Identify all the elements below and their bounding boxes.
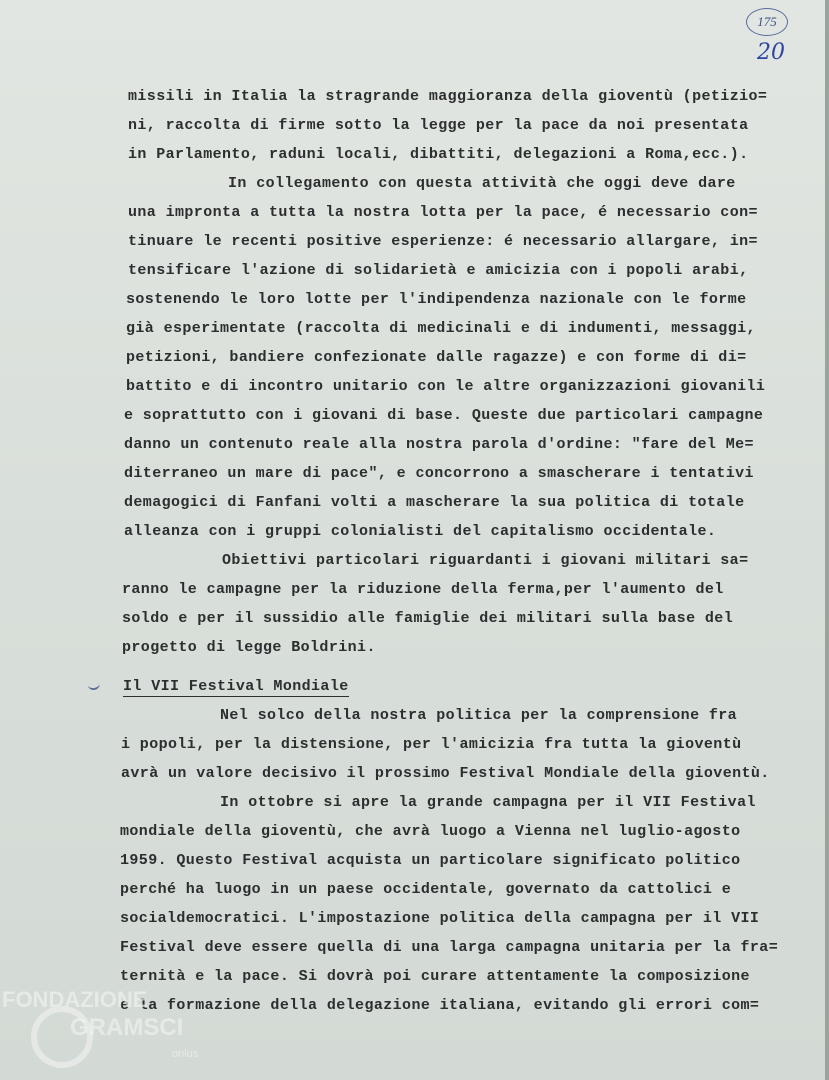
- watermark-line3: onlus: [172, 1048, 199, 1060]
- text-line: avrà un valore decisivo il prossimo Festival Mondiale della gioventù.: [121, 765, 770, 782]
- text-line: danno un contenuto reale alla nostra parola d'ordine: "fare del Me=: [124, 436, 754, 453]
- text-line: e soprattutto con i giovani di base. Queste due particolari campagne: [124, 407, 764, 424]
- fondazione-gramsci-watermark: [0, 985, 220, 1080]
- text-line: Obiettivi particolari riguardanti i giovani militari sa=: [222, 552, 749, 569]
- text-line: progetto di legge Boldrini.: [122, 639, 376, 656]
- archive-number: 175: [757, 14, 777, 29]
- text-line: in Parlamento, raduni locali, dibattiti, delegazioni a Roma,ecc.).: [128, 146, 749, 163]
- text-line: soldo e per il sussidio alle famiglie dei militari sulla base del: [122, 610, 734, 627]
- text-line: già esperimentate (raccolta di medicinali e di indumenti, messaggi,: [126, 320, 756, 337]
- text-line: In ottobre si apre la grande campagna per il VII Festival: [220, 794, 756, 811]
- text-line: e la formazione della delegazione italiana, evitando gli errori com=: [120, 997, 760, 1014]
- text-line: In collegamento con questa attività che oggi deve dare: [228, 175, 736, 192]
- handwritten-page-number: 20: [757, 40, 785, 65]
- text-line: sostenendo le loro lotte per l'indipendenza nazionale con le forme: [126, 291, 747, 308]
- text-line: petizioni, bandiere confezionate dalle ragazze) e con forme di di=: [126, 349, 747, 366]
- text-line: mondiale della gioventù, che avrà luogo a Vienna nel luglio-agosto: [120, 823, 741, 840]
- text-line: ranno le campagne per la riduzione della ferma,per l'aumento del: [122, 581, 724, 598]
- text-line: socialdemocratici. L'impostazione politica della campagna per il VII: [120, 910, 760, 927]
- text-line: alleanza con i gruppi colonialisti del capitalismo occidentale.: [124, 523, 717, 540]
- watermark-line1: FONDAZIONE: [2, 987, 148, 1012]
- text-line: ternità e la pace. Si dovrà poi curare attentamente la composizione: [120, 968, 750, 985]
- text-line: tensificare l'azione di solidarietà e amicizia con i popoli arabi,: [128, 262, 749, 279]
- text-line: tinuare le recenti positive esperienze: é necessario allargare, in=: [128, 233, 758, 250]
- pen-tick-mark: [88, 683, 101, 691]
- text-line: perché ha luogo in un paese occidentale, governato da cattolici e: [120, 881, 732, 898]
- text-line: missili in Italia la stragrande maggioranza della gioventù (petizio=: [128, 88, 768, 105]
- section-heading: Il VII Festival Mondiale: [123, 678, 349, 695]
- text-line: battito e di incontro unitario con le altre organizzazioni giovanili: [126, 378, 766, 395]
- archive-number-stamp: [746, 8, 788, 36]
- page-edge: [825, 0, 829, 1080]
- text-line: i popoli, per la distensione, per l'amicizia fra tutta la gioventù: [121, 736, 742, 753]
- text-line: una impronta a tutta la nostra lotta per la pace, é necessario con=: [128, 204, 758, 221]
- text-line: 1959. Questo Festival acquista un particolare significato politico: [120, 852, 741, 869]
- text-line: ni, raccolta di firme sotto la legge per la pace da noi presentata: [128, 117, 749, 134]
- text-line: demagogici di Fanfani volti a mascherare la sua politica di totale: [124, 494, 745, 511]
- text-line: diterraneo un mare di pace", e concorrono a smascherare i tentativi: [124, 465, 754, 482]
- text-line: Nel solco della nostra politica per la comprensione fra: [220, 707, 738, 724]
- text-line: Festival deve essere quella di una larga campagna unitaria per la fra=: [120, 939, 779, 956]
- watermark-line2: GRAMSCI: [70, 1014, 184, 1041]
